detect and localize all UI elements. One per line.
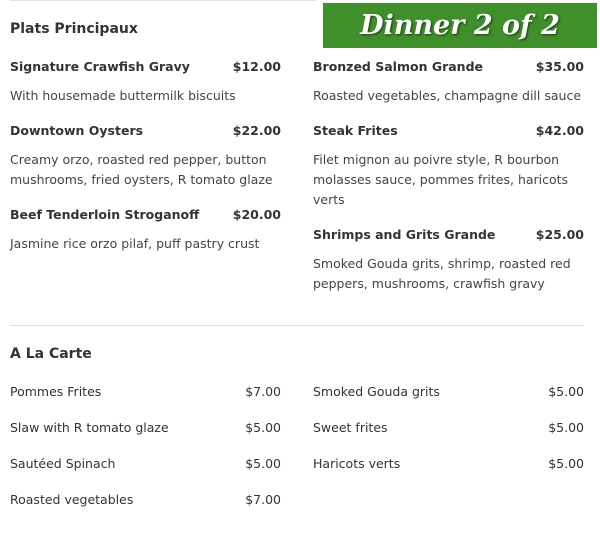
side-price: $5.00 xyxy=(548,420,584,435)
item-description: With housemade buttermilk biscuits xyxy=(10,88,236,103)
item-price: $20.00 xyxy=(232,207,281,222)
side-item xyxy=(10,491,281,509)
side-item xyxy=(10,455,281,473)
side-name: Roasted vegetables xyxy=(10,492,134,507)
item-price: $22.00 xyxy=(232,123,281,138)
item-price: $35.00 xyxy=(535,59,584,74)
side-name: Slaw with R tomato glaze xyxy=(10,420,169,435)
menu-item xyxy=(10,206,281,254)
side-price: $7.00 xyxy=(245,492,281,507)
dinner-banner xyxy=(323,3,597,48)
side-name: Smoked Gouda grits xyxy=(313,384,440,399)
item-description: Roasted vegetables, champagne dill sauce xyxy=(313,88,582,103)
side-price: $5.00 xyxy=(245,420,281,435)
side-item xyxy=(313,419,584,437)
item-price: $12.00 xyxy=(232,59,281,74)
banner-text: Dinner 2 of 2 xyxy=(360,10,560,41)
item-description: Jasmine rice orzo pilaf, puff pastry crust xyxy=(10,236,260,251)
top-divider xyxy=(10,0,316,1)
menu-item xyxy=(10,122,281,190)
side-price: $5.00 xyxy=(548,384,584,399)
menu-item xyxy=(313,122,584,210)
side-price: $5.00 xyxy=(245,456,281,471)
side-item xyxy=(313,455,584,473)
side-item xyxy=(10,383,281,401)
side-price: $5.00 xyxy=(548,456,584,471)
item-name: Beef Tenderloin Stroganoff xyxy=(10,207,200,222)
menu-item xyxy=(313,226,584,294)
plats-principaux-title: Plats Principaux xyxy=(10,21,138,37)
menu-item xyxy=(313,58,584,106)
side-price: $7.00 xyxy=(245,384,281,399)
item-description: Smoked Gouda grits, shrimp, roasted red peppers, mushrooms, crawfish gravy xyxy=(313,256,571,291)
item-price: $25.00 xyxy=(535,227,584,242)
menu-item xyxy=(10,58,281,106)
side-name: Pommes Frites xyxy=(10,384,102,399)
a-la-carte-title: A La Carte xyxy=(10,346,92,362)
side-item xyxy=(313,383,584,401)
side-name: Sweet frites xyxy=(313,420,388,435)
item-name: Steak Frites xyxy=(313,123,398,138)
item-description: Creamy orzo, roasted red pepper, button mushrooms, fried oysters, R tomato glaze xyxy=(10,152,273,187)
item-description: Filet mignon au poivre style, R bourbon molasses sauce, pommes frites, haricots verts xyxy=(313,152,569,207)
item-name: Signature Crawfish Gravy xyxy=(10,59,190,74)
item-name: Downtown Oysters xyxy=(10,123,144,138)
side-item xyxy=(10,419,281,437)
item-price: $42.00 xyxy=(535,123,584,138)
item-name: Bronzed Salmon Grande xyxy=(313,59,484,74)
section-divider xyxy=(10,325,584,326)
side-name: Haricots verts xyxy=(313,456,401,471)
item-name: Shrimps and Grits Grande xyxy=(313,227,496,242)
side-name: Sautéed Spinach xyxy=(10,456,116,471)
